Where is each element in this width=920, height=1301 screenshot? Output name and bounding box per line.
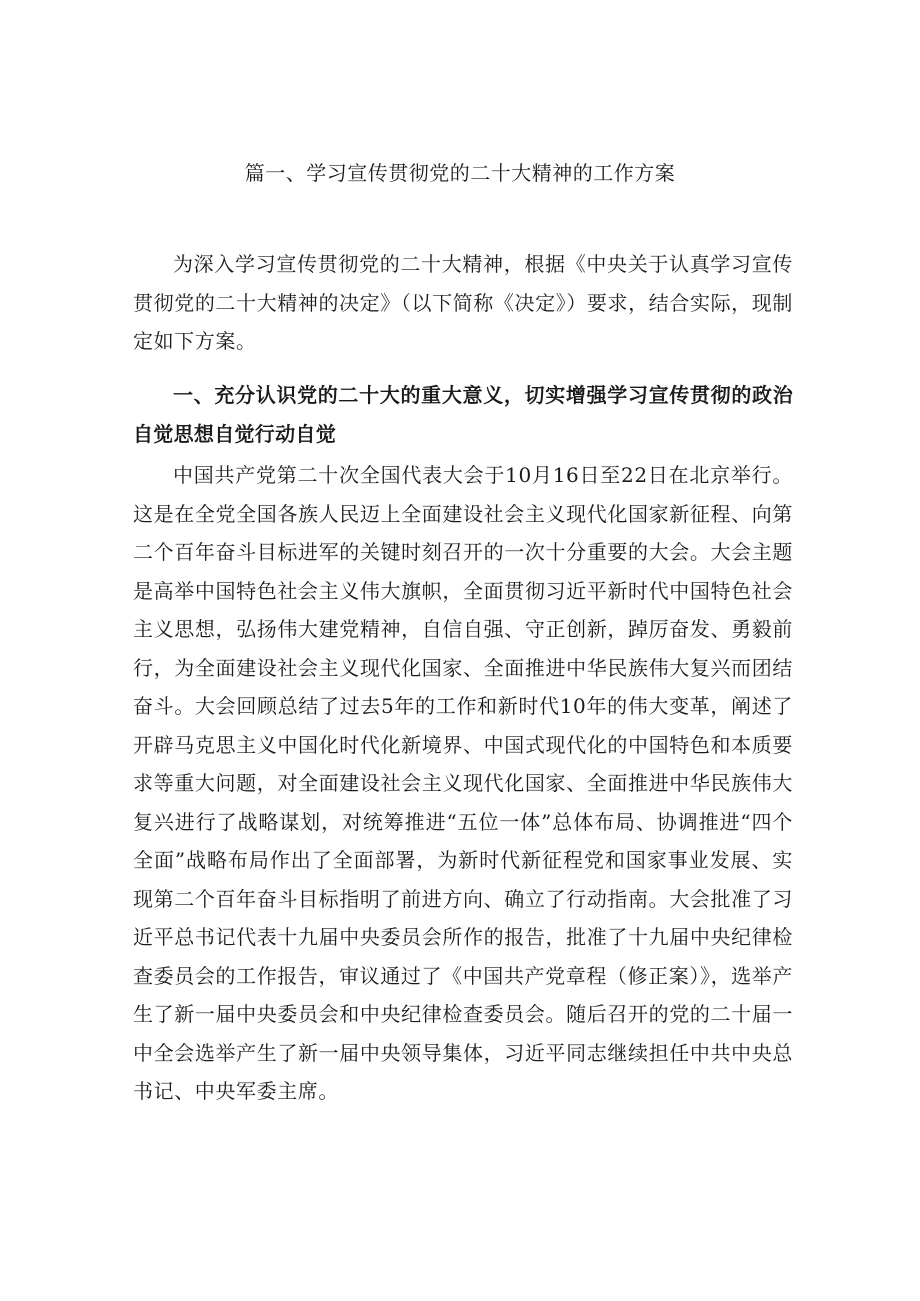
intro-paragraph: 为深入学习宣传贯彻党的二十大精神，根据《中央关于认真学习宣传贯彻党的二十大精神的决定》（以下简称《决定》）要求，结合实际，现制定如下方案。	[133, 252, 793, 353]
section-heading-1: 一、充分认识党的二十大的重大意义，切实增强学习宣传贯彻的政治自觉思想自觉行动自觉	[133, 383, 793, 446]
document-title: 篇一、学习宣传贯彻党的二十大精神的工作方案	[244, 161, 676, 185]
section-paragraph-1: 中国共产党第二十次全国代表大会于10月16日至22日在北京举行。这是在全党全国各族人民迈上全面建设社会主义现代化国家新征程、向第二个百年奋斗目标进军的关键时刻召开的一次十分重要的大会。大会主题是高举中国特色社会主义伟大旗帜，全面贯彻习近平新时代中国特色社会主义思想，弘扬伟大建党精神，自信自强、守正创新，踔厉奋发、勇毅前行，为全面建设社会主义现代化国家、全面推进中华民族伟大复兴而团结奋斗。大会回顾总结了过去5年的工作和新时代10年的伟大变革，阐述了开辟马克思主义中国化时代化新境界、中国式现代化的中国特色和本质要求等重大问题，对全面建设社会主义现代化国家、全面推进中华民族伟大复兴进行了战略谋划，对统筹推进“五位一体”总体布局、协调推进“四个全面”战略布局作出了全面部署，为新时代新征程党和国家事业发展、实现第二个百年奋斗目标指明了前进方向、确立了行动指南。大会批准了习近平总书记代表十九届中央委员会所作的报告，批准了十九届中央纪律检查委员会的工作报告，审议通过了《中国共产党章程（修正案）》，选举产生了新一届中央委员会和中央纪律检查委员会。随后召开的党的二十届一中全会选举产生了新一届中央领导集体，习近平同志继续担任中共中央总书记、中央军委主席。	[133, 463, 793, 1103]
